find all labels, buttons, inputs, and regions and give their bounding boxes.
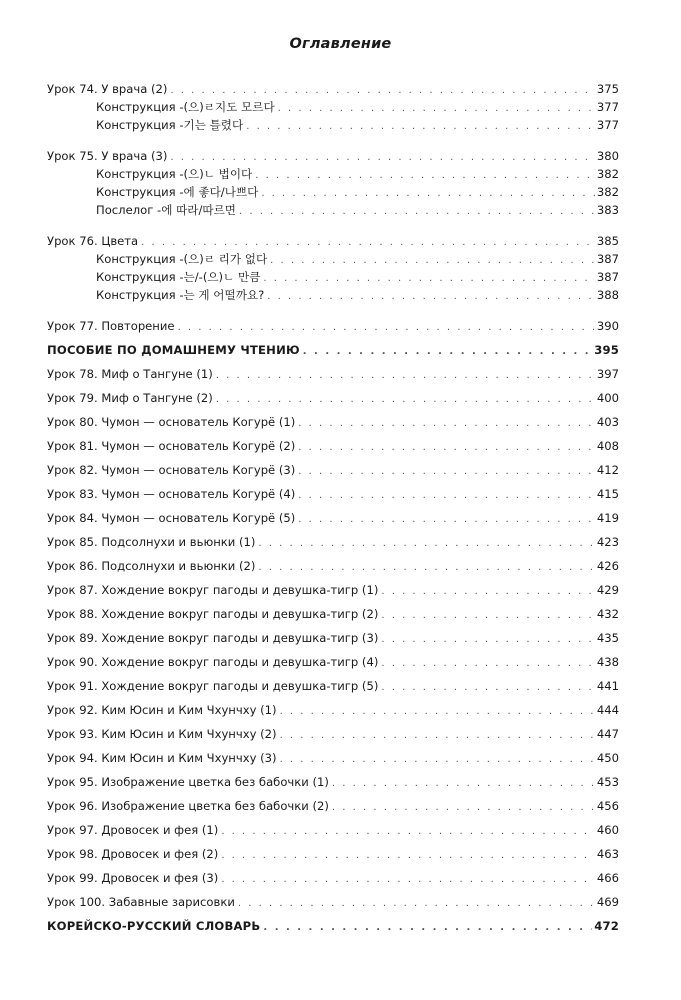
toc-entry-label: Урок 74. У врача (2) (47, 82, 168, 96)
toc-entry-page: 403 (596, 415, 619, 429)
toc-entry-label: Урок 82. Чумон — основатель Когурё (3) (47, 463, 296, 477)
toc-entry-label: Урок 85. Подсолнухи и вьюнки (1) (47, 535, 256, 549)
toc-entry-label: Урок 89. Хождение вокруг пагоды и девушка-тигр (3) (47, 631, 379, 645)
dot-leader (332, 799, 595, 817)
toc-entry-page: 469 (596, 895, 619, 909)
toc-entry-lesson-75 (47, 147, 619, 165)
dot-leader (381, 607, 595, 625)
toc-entry-page: 408 (596, 439, 619, 453)
dot-leader (239, 203, 595, 221)
dot-leader (258, 535, 594, 553)
toc-entry-page: 375 (596, 82, 619, 96)
dot-leader (246, 118, 595, 136)
dot-leader (298, 463, 595, 481)
toc-entry-label: Урок 97. Дровосек и фея (1) (47, 823, 219, 837)
toc-entry-page: 382 (596, 185, 619, 199)
toc-entry-label: Урок 100. Забавные зарисовки (47, 895, 235, 909)
dot-leader (381, 631, 595, 649)
toc-entry (47, 629, 619, 647)
dot-leader (238, 895, 595, 913)
toc-entry-label: Урок 86. Подсолнухи и вьюнки (2) (47, 559, 256, 573)
toc-entry-label: Урок 81. Чумон — основатель Когурё (2) (47, 439, 296, 453)
toc-entry (47, 485, 619, 503)
toc-entry-page: 377 (596, 118, 619, 132)
toc-entry (47, 893, 619, 911)
toc-entry-label: Урок 98. Дровосек и фея (2) (47, 847, 219, 861)
dot-leader (278, 100, 595, 118)
toc-entry-page: 426 (596, 559, 619, 573)
toc-entry (47, 413, 619, 431)
toc-section-home-reading (47, 341, 619, 359)
dot-leader (332, 775, 595, 793)
toc-entry (47, 581, 619, 599)
toc-entry-label: Конструкция -에 좋다/나쁘다 (96, 185, 259, 199)
toc-entry-page: 438 (596, 655, 619, 669)
toc-entry-page: 453 (596, 775, 619, 789)
dot-leader (381, 679, 595, 697)
toc-entry-label: Урок 84. Чумон — основатель Когурё (5) (47, 511, 296, 525)
dot-leader (298, 415, 595, 433)
toc-entry-label: Конструкция -(으)ㄹ지도 모르다 (96, 100, 275, 114)
dot-leader (267, 288, 595, 306)
toc-entry (47, 701, 619, 719)
toc-entry (47, 365, 619, 383)
toc-entry-page: 450 (596, 751, 619, 765)
toc-subentry (47, 98, 619, 116)
toc-entry-label: Урок 96. Изображение цветка без бабочки (2) (47, 799, 329, 813)
toc-entry (47, 533, 619, 551)
toc-entry-page: 385 (596, 234, 619, 248)
toc-entry-page: 472 (594, 919, 619, 933)
toc-entry-page: 380 (596, 149, 619, 163)
dot-leader (298, 487, 595, 505)
toc-entry-label: Конструкция -기는 틀렸다 (96, 118, 244, 132)
toc-subentry (47, 183, 619, 201)
toc-subentry (47, 268, 619, 286)
dot-leader (280, 727, 595, 745)
dot-leader (221, 847, 595, 865)
toc-entry-label: Урок 93. Ким Юсин и Ким Чхунчху (2) (47, 727, 277, 741)
dot-leader (270, 252, 595, 270)
toc-entry-page: 415 (596, 487, 619, 501)
toc-entry-page: 423 (596, 535, 619, 549)
dot-leader (298, 511, 595, 529)
toc-entry-label: Урок 83. Чумон — основатель Когурё (4) (47, 487, 296, 501)
toc-subentry (47, 116, 619, 134)
toc-entry-page: 460 (596, 823, 619, 837)
dot-leader (381, 655, 595, 673)
dot-leader (280, 751, 595, 769)
toc-subentry (47, 250, 619, 268)
toc-entry-page: 419 (596, 511, 619, 525)
toc-entry-label: Урок 75. У врача (3) (47, 149, 168, 163)
toc-entry (47, 557, 619, 575)
toc-entry-page: 395 (594, 343, 619, 357)
dot-leader (263, 270, 595, 288)
toc-entry-label: Урок 94. Ким Юсин и Ким Чхунчху (3) (47, 751, 277, 765)
dot-leader (255, 167, 595, 185)
dot-leader (280, 703, 595, 721)
toc-entry (47, 605, 619, 623)
toc-entry-label: Конструкция -는/-(으)ㄴ 만큼 (96, 270, 261, 284)
toc-entry-page: 466 (596, 871, 619, 885)
toc-subentry (47, 286, 619, 304)
toc-entry-label: Конструкция -는 게 어떨까요? (96, 288, 265, 302)
dot-leader (381, 583, 595, 601)
toc-entry (47, 389, 619, 407)
toc-entry (47, 845, 619, 863)
toc-entry (47, 797, 619, 815)
toc-entry-label: Урок 91. Хождение вокруг пагоды и девушка-тигр (5) (47, 679, 379, 693)
toc-entry-label: Урок 78. Миф о Тангуне (1) (47, 367, 213, 381)
table-of-contents (47, 80, 619, 935)
dot-leader (221, 823, 595, 841)
toc-entry-page: 447 (596, 727, 619, 741)
toc-entry (47, 509, 619, 527)
toc-entry-page: 432 (596, 607, 619, 621)
lesson-list (47, 365, 619, 911)
toc-entry (47, 461, 619, 479)
toc-entry-page: 397 (596, 367, 619, 381)
toc-entry-page: 382 (596, 167, 619, 181)
toc-entry (47, 773, 619, 791)
toc-entry-label: Урок 92. Ким Юсин и Ким Чхунчху (1) (47, 703, 277, 717)
toc-entry (47, 653, 619, 671)
dot-leader (263, 919, 592, 937)
toc-entry-page: 388 (596, 288, 619, 302)
toc-subentry (47, 201, 619, 219)
toc-entry-page: 412 (596, 463, 619, 477)
toc-entry-page: 383 (596, 203, 619, 217)
toc-entry-page: 390 (596, 319, 619, 333)
toc-entry-page: 456 (596, 799, 619, 813)
toc-entry-label: Урок 76. Цвета (47, 234, 139, 248)
toc-entry-label: Конструкция -(으)ㄹ 리가 없다 (96, 252, 268, 266)
dot-leader (216, 391, 595, 409)
toc-entry (47, 725, 619, 743)
toc-entry-page: 444 (596, 703, 619, 717)
dot-leader (221, 871, 595, 889)
toc-section-dictionary (47, 917, 619, 935)
toc-entry-lesson-77 (47, 317, 619, 335)
toc-entry-label: Урок 80. Чумон — основатель Когурё (1) (47, 415, 296, 429)
toc-entry-page: 435 (596, 631, 619, 645)
toc-entry-page: 387 (596, 270, 619, 284)
toc-entry-label: Урок 99. Дровосек и фея (3) (47, 871, 219, 885)
toc-entry (47, 437, 619, 455)
dot-leader (261, 185, 595, 203)
page-title: Оглавление (289, 36, 392, 52)
toc-entry-label: Урок 95. Изображение цветка без бабочки (1) (47, 775, 329, 789)
dot-leader (303, 343, 592, 361)
toc-entry-label: Урок 90. Хождение вокруг пагоды и девушка-тигр (4) (47, 655, 379, 669)
toc-entry-page: 429 (596, 583, 619, 597)
toc-entry (47, 677, 619, 695)
toc-entry (47, 869, 619, 887)
toc-entry-page: 463 (596, 847, 619, 861)
toc-section-label: ПОСОБИЕ ПО ДОМАШНЕМУ ЧТЕНИЮ (47, 343, 300, 357)
toc-entry-label: Урок 87. Хождение вокруг пагоды и девушка-тигр (1) (47, 583, 379, 597)
toc-entry-label: Урок 79. Миф о Тангуне (2) (47, 391, 213, 405)
toc-entry-label: Урок 88. Хождение вокруг пагоды и девушка-тигр (2) (47, 607, 379, 621)
toc-subentry (47, 165, 619, 183)
toc-entry-page: 441 (596, 679, 619, 693)
dot-leader (216, 367, 595, 385)
toc-entry-label: Конструкция -(으)ㄴ 법이다 (96, 167, 253, 181)
toc-entry-page: 377 (596, 100, 619, 114)
toc-entry-lesson-74 (47, 80, 619, 98)
toc-section-label: КОРЕЙСКО-РУССКИЙ СЛОВАРЬ (47, 919, 261, 933)
toc-entry-label: Послелог -에 따라/따르면 (96, 203, 236, 217)
toc-entry-lesson-76 (47, 232, 619, 250)
dot-leader (178, 319, 595, 337)
toc-entry (47, 821, 619, 839)
dot-leader (298, 439, 595, 457)
toc-entry-page: 387 (596, 252, 619, 266)
toc-entry-label: Урок 77. Повторение (47, 319, 175, 333)
toc-entry (47, 749, 619, 767)
toc-entry-page: 400 (596, 391, 619, 405)
dot-leader (258, 559, 594, 577)
